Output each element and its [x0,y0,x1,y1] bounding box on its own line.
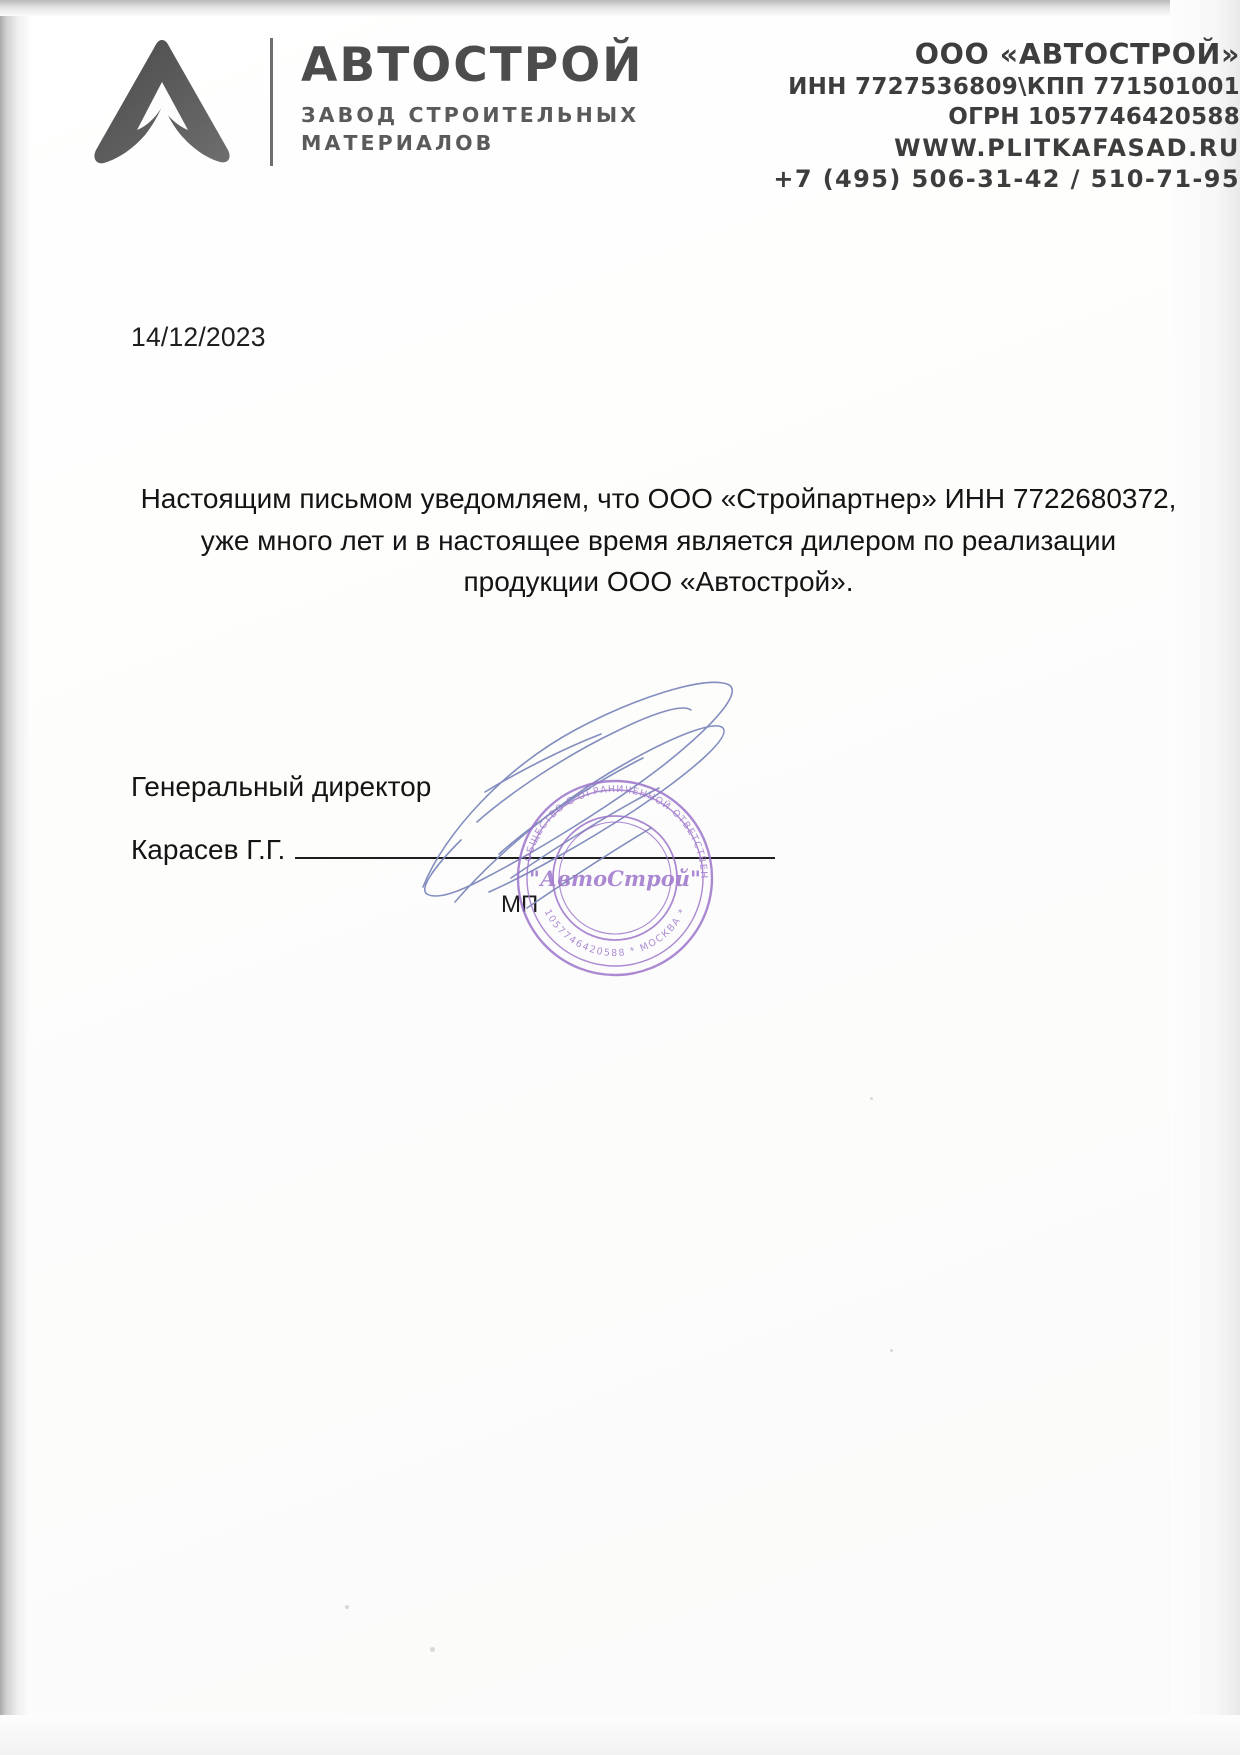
autostroy-triangle-logo-icon [88,38,240,168]
brand-text [270,38,644,166]
scan-edge-bottom [0,1715,1240,1755]
signer-name: Карасев Г.Г. [131,834,286,865]
brand-lockup [88,38,644,168]
scan-speck [890,1349,893,1352]
letterhead [0,0,1240,225]
brand-subtitle-line2: МАТЕРИАЛОВ [301,130,495,155]
company-info-block [680,36,1240,195]
signature-line [295,856,775,859]
scan-speck [345,1605,349,1609]
svg-text:"АвтоСтрой": "АвтоСтрой" [529,866,701,891]
letter-body-paragraph: Настоящим письмом уведомляем, что ООО «Стройпартнер» ИНН 7722680372, уже много лет и в настоящее время является дилером по реализации продукции ООО «Автострой». [140,483,1177,598]
paper-background [30,16,1170,1716]
scan-edge-left [0,0,30,1755]
signer-position: Генеральный директор [131,771,432,802]
svg-text:ОБЩЕСТВО С ОГРАНИЧЕННОЙ ОТВЕТС: ОБЩЕСТВО С ОГРАНИЧЕННОЙ ОТВЕТСТВЕН [522,783,710,880]
company-inn-kpp: ИНН 7727536809\КПП 771501001 [788,74,1240,101]
brand-name: АВТОСТРОЙ [301,38,644,93]
company-phones[interactable]: +7 (495) 506-31-42 / 510-71-95 [773,165,1240,194]
scan-speck [430,1647,435,1652]
svg-text:1057746420588 * МОСКВА *: 1057746420588 * МОСКВА * [541,906,690,960]
document-date: 14/12/2023 [131,322,266,352]
brand-subtitle-line1: ЗАВОД СТРОИТЕЛЬНЫХ [301,103,640,127]
company-name: ООО «АВТОСТРОЙ» [914,38,1240,71]
company-website[interactable]: WWW.PLITKAFASAD.RU [894,133,1240,162]
letter-body [131,478,1186,603]
scan-speck [870,1097,873,1100]
scan-edge-right [1170,0,1240,1755]
seal-label: МП [501,891,539,918]
company-ogrn: ОГРН 1057746420588 [948,103,1240,130]
